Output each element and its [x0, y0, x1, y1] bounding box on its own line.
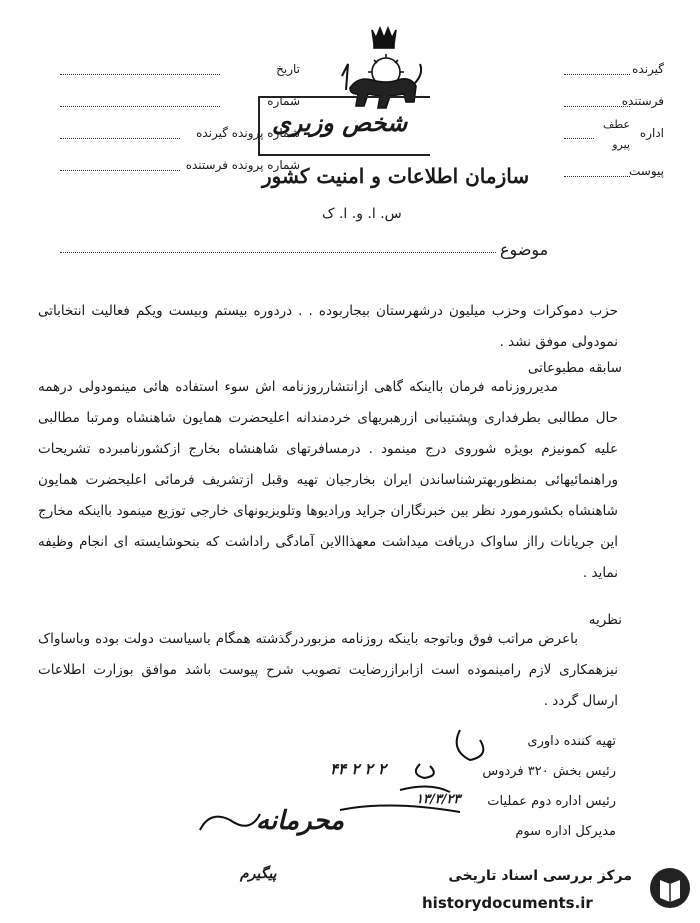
office-stamp — [258, 96, 430, 156]
sender-file-line — [60, 170, 180, 171]
department-line — [564, 138, 594, 139]
archive-book-icon — [648, 866, 692, 910]
receiver-file-label: شماره پرونده گیرنده — [196, 126, 300, 140]
date-label: تاریخ — [276, 62, 300, 76]
handwritten-initials: پیگیرم — [240, 866, 277, 882]
sender-label: فرستنده — [621, 94, 664, 108]
intro-paragraph: حزب دموکرات وحزب میلیون درشهرستان بیجاربوده . . دردوره بیستم وبیست ویکم فعالیت انتخاباتی نمودولی موفق نشد . — [38, 303, 618, 350]
background-heading: سابقه مطبوعاتی — [527, 360, 622, 376]
recipient-label: گیرنده — [632, 62, 664, 76]
department-head: رئیس اداره دوم عملیات — [487, 794, 616, 809]
organization-name: سازمان اطلاعات و امنیت کشور — [262, 164, 530, 188]
number-label: شماره — [267, 94, 300, 108]
director-general: مدیرکل اداره سوم — [515, 824, 616, 839]
reference-code: س. ا. و. ا. ک — [322, 206, 402, 222]
date-line — [60, 74, 220, 75]
archive-logo — [412, 862, 698, 920]
section-head: رئیس بخش ۳۲۰ فردوس — [482, 764, 616, 779]
handwritten-number-1: ۲ ۲ ۲ ۴۴ — [330, 760, 387, 778]
department-label: اداره — [639, 126, 664, 140]
sender-field — [564, 94, 664, 114]
handwritten-number-2: ۱۳/۳/۲۳ — [416, 792, 461, 807]
signature-icon — [190, 800, 270, 850]
attachment-line — [564, 176, 630, 177]
sender-file-label: شماره پرونده فرستنده — [185, 158, 300, 172]
opinion-heading: نظریه — [588, 612, 622, 628]
background-paragraph: مدیرروزنامه فرمان بااینکه گاهی ازانتشارروزنامه اش سوء استفاده هائی مینمودولی درهمه حال مطالبی بطرفداری وپشتیبانی ازرهبریهای خردمندانه اعلیحضرت همایون شاهنشاه ومرتبا مطالبی علیه کمونیزم بویژه شوروی درج مینمود . درمسافرتهای شاهنشاه بخارج ازکشورنامبرده تشریحات وراهنمائیهائی بمنظوربهترشناساندن ایران بخارجیان تهیه وقبل ازتشریف فرمائی اعلیحضرت همایون شاهنشاه بکشورمورد نظر بین خبرنگاران جراید ورادیوها وتلویزیونهای خارجی توزیع مینمود بااینکه مخارج این جریانات رااز ساواک دریافت میداشت معهذاالاین آمادگی راداشت که بنحوشایسته ای انجام وظیفه نماید . — [38, 379, 618, 581]
attachment-field — [564, 164, 664, 184]
attachment-label: پیوست — [629, 164, 664, 178]
subject-line — [60, 252, 496, 253]
reference-label: عطف — [603, 118, 630, 131]
archive-url: historydocuments.ir — [422, 894, 593, 912]
opinion-paragraph: باعرض مراتب فوق وباتوجه باینکه روزنامه مزبوردرگذشته همگام باسیاست دولت بوده وباساواک نیزهمکاری لازم رامینموده است ازابرازرضایت تصویب شرح پیوست باشد موافق بوزارت اطلاعات ارسال گردد . — [38, 631, 618, 709]
number-line — [60, 106, 220, 107]
recipient-field — [564, 62, 664, 82]
sender-line — [564, 106, 630, 107]
confidential-stamp: محرمانه — [256, 806, 345, 836]
recipient-line — [564, 74, 630, 75]
stamp-text: شخص وزیری — [272, 108, 408, 137]
archive-title: مرکز بررسی اسناد تاریخی — [448, 868, 632, 884]
date-field — [60, 62, 300, 82]
subject-label: موضوع — [500, 240, 549, 259]
receiver-file-line — [60, 138, 180, 139]
follow-up-label: پیرو — [612, 138, 630, 151]
prepared-by: تهیه کننده داوری — [527, 734, 616, 749]
